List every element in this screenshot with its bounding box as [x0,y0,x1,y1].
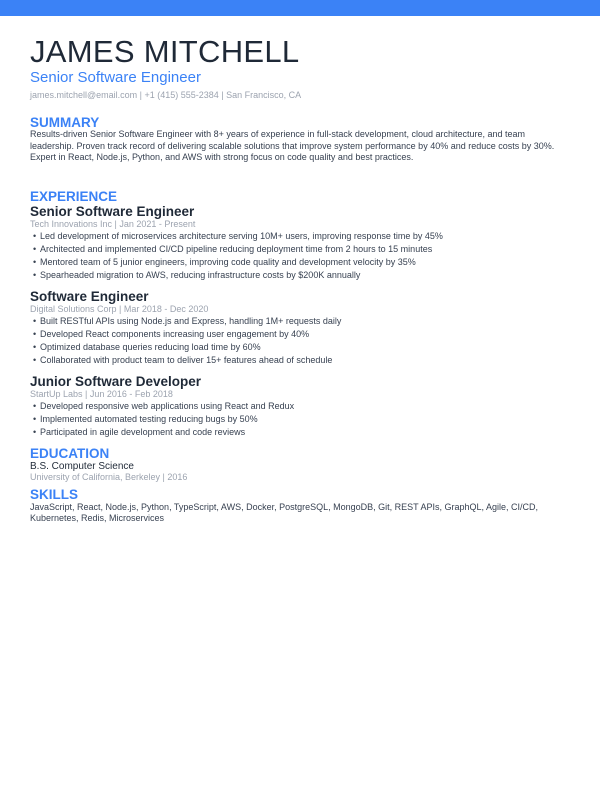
top-accent-bar [0,0,600,16]
bullet: • Optimized database queries reducing load time by 60% [30,341,570,354]
candidate-title: Senior Software Engineer [30,69,201,86]
job-entry [30,374,570,439]
job-title: Junior Software Developer [30,374,202,389]
education-heading: EDUCATION [30,446,110,461]
skills-heading: SKILLS [30,487,79,502]
bullet: • Built RESTful APIs using Node.js and Express, handling 1M+ requests daily [30,315,570,328]
bullet: • Mentored team of 5 junior engineers, improving code quality and development velocity by 35% [30,256,570,269]
bullet: • Developed responsive web applications using React and Redux [30,400,570,413]
bullet: • Led development of microservices architecture serving 10M+ users, improving response time by 45% [30,230,570,243]
bullet: • Architected and implemented CI/CD pipeline reducing deployment time from 2 hours to 15 minutes [30,243,570,256]
job-bullets [30,230,570,282]
summary-heading: SUMMARY [30,115,100,130]
job-meta: Digital Solutions Corp | Mar 2018 - Dec 2020 [30,304,209,314]
bullet: • Collaborated with product team to deliver 15+ features ahead of schedule [30,354,570,367]
job-entry [30,204,570,282]
bullet: • Implemented automated testing reducing bugs by 50% [30,413,570,426]
summary-text: Results-driven Senior Software Engineer with 8+ years of experience in full-stack development, cloud architecture, and team leadership. Proven track record of delivering scalable solutions that improve system performance by 40% and reduce costs by 30%. Expert in React, Node.js, Python, and AWS with strong focus on code quality and best practices. [30,129,555,163]
skills-text: JavaScript, React, Node.js, Python, TypeScript, AWS, Docker, PostgreSQL, MongoDB, Git, REST APIs, GraphQL, Agile, CI/CD, Kubernetes, Redis, Microservices [30,502,539,523]
education-meta: University of California, Berkeley | 2016 [30,472,188,482]
candidate-name: JAMES MITCHELL [30,34,300,69]
job-bullets [30,315,570,367]
bullet: • Participated in agile development and code reviews [30,426,570,439]
contact-info: james.mitchell@email.com | +1 (415) 555-2384 | San Francisco, CA [30,90,302,100]
job-meta: Tech Innovations Inc | Jan 2021 - Present [30,219,196,229]
job-title: Senior Software Engineer [30,204,195,219]
job-entry [30,289,570,367]
experience-heading: EXPERIENCE [30,189,118,204]
bullet: • Spearheaded migration to AWS, reducing infrastructure costs by $200K annually [30,269,570,282]
job-title: Software Engineer [30,289,149,304]
job-meta: StartUp Labs | Jun 2016 - Feb 2018 [30,389,173,399]
education-degree: B.S. Computer Science [30,461,134,472]
job-bullets [30,400,570,439]
bullet: • Developed React components increasing user engagement by 40% [30,328,570,341]
